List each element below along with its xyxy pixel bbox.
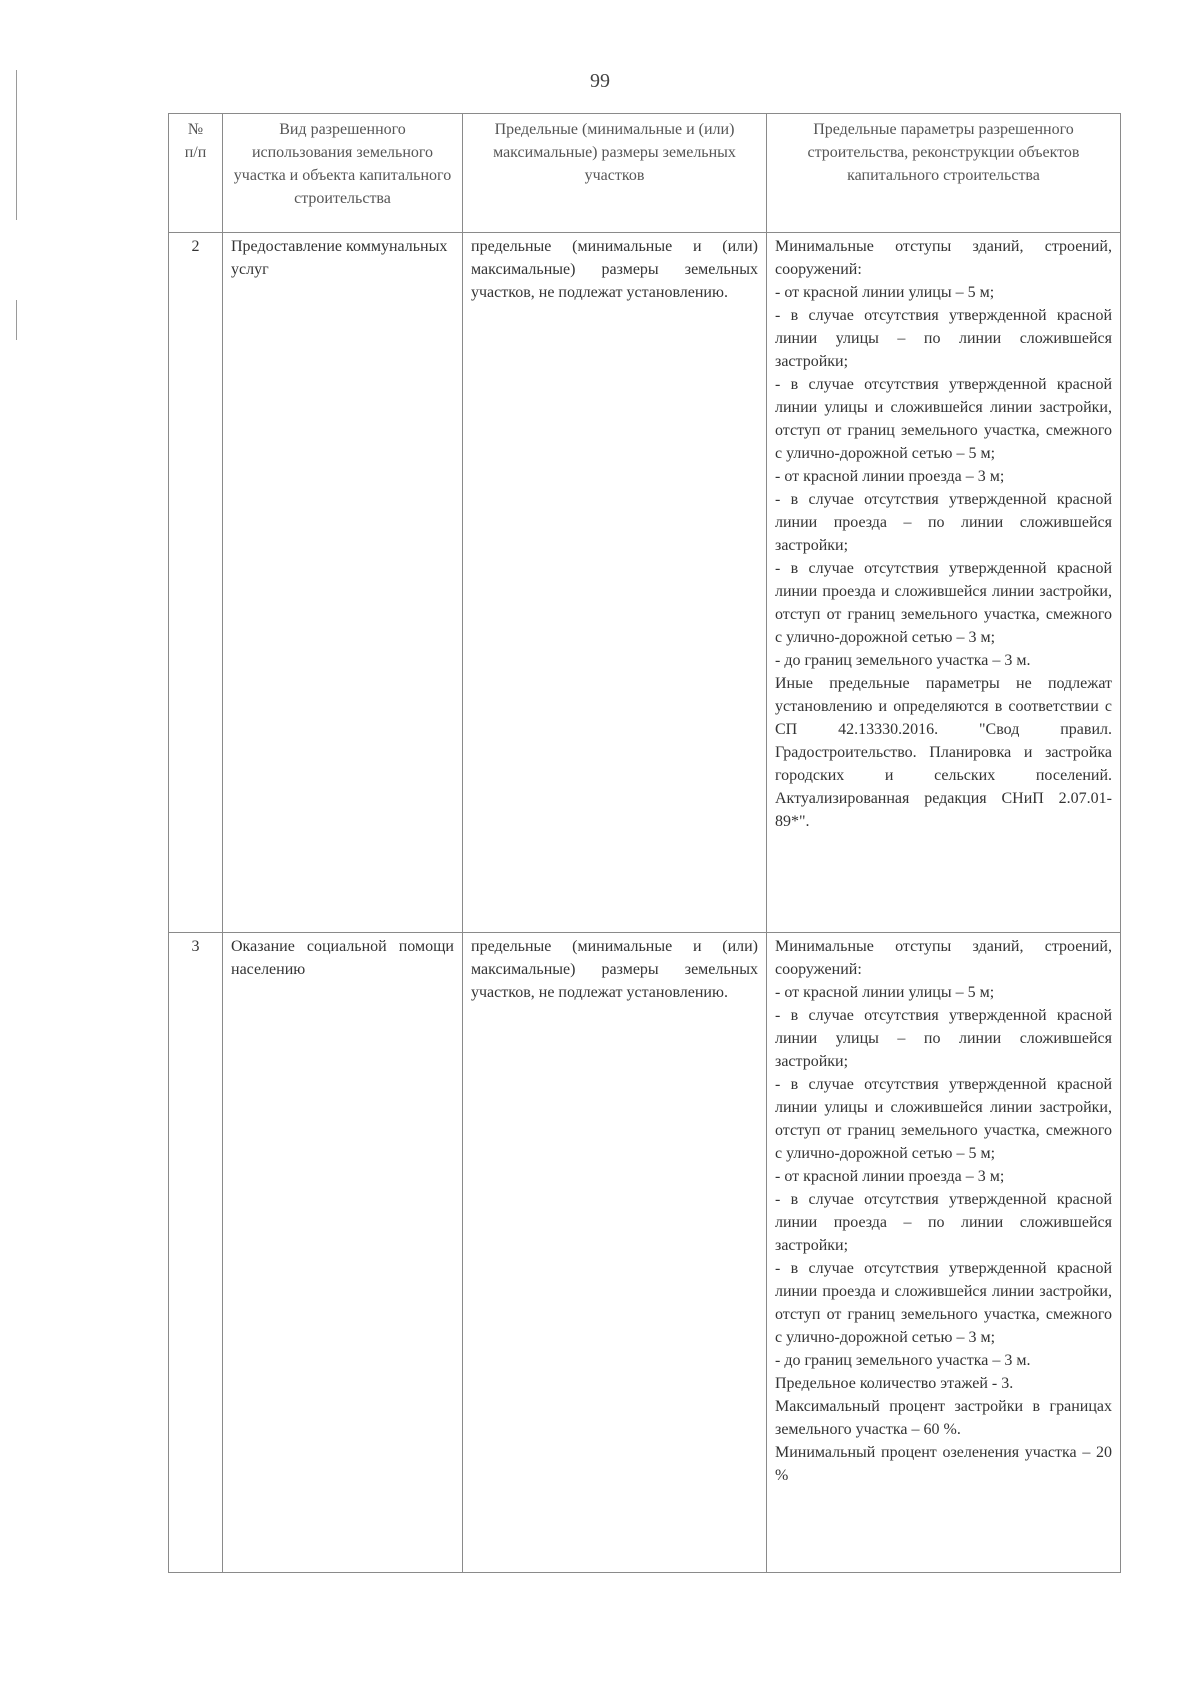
- page-number: 99: [590, 70, 610, 92]
- param-line: - от красной линии улицы – 5 м;: [775, 284, 995, 301]
- param-line: Минимальные отступы зданий, строений, сооружений:: [775, 238, 1112, 278]
- param-line: Минимальные отступы зданий, строений, сооружений:: [775, 938, 1112, 978]
- param-line: - в случае отсутствия утвержденной красной линии улицы и сложившейся линии застройки, отступ от границ земельного участка, смежного с улично-дорожной сетью – 5 м;: [775, 1076, 1112, 1162]
- land-use-table: [168, 113, 1121, 1573]
- table-row: [169, 233, 1121, 933]
- table-row: [169, 933, 1121, 1573]
- param-line: Минимальный процент озеленения участка – 20 %: [775, 1444, 1112, 1484]
- param-line: - в случае отсутствия утвержденной красной линии проезда и сложившейся линии застройки, отступ от границ земельного участка, смежного с улично-дорожной сетью – 3 м;: [775, 560, 1112, 646]
- param-line: - в случае отсутствия утвержденной красной линии проезда – по линии сложившейся застройки;: [775, 491, 1112, 554]
- header-sizes: Предельные (минимальные и (или) максимальные) размеры земельных участков: [463, 114, 767, 233]
- row-use-type: Оказание социальной помощи населению: [223, 933, 463, 1573]
- param-line: - в случае отсутствия утвержденной красной линии проезда и сложившейся линии застройки, отступ от границ земельного участка, смежного с улично-дорожной сетью – 3 м;: [775, 1260, 1112, 1346]
- row-sizes: предельные (минимальные и (или) максимальные) размеры земельных участков, не подлежат установлению.: [463, 233, 767, 933]
- row-number: 2: [169, 233, 223, 933]
- header-number: [169, 114, 223, 233]
- param-line: - в случае отсутствия утвержденной красной линии улицы – по линии сложившейся застройки;: [775, 1007, 1112, 1070]
- param-line: Предельное количество этажей - 3.: [775, 1375, 1014, 1392]
- row-sizes: предельные (минимальные и (или) максимальные) размеры земельных участков, не подлежат установлению.: [463, 933, 767, 1573]
- scan-edge-mark: [16, 300, 17, 340]
- table-header-row: [169, 114, 1121, 233]
- param-line: - от красной линии проезда – 3 м;: [775, 1168, 1005, 1185]
- param-line: Максимальный процент застройки в границах земельного участка – 60 %.: [775, 1398, 1112, 1438]
- row-use-type: Предоставление коммунальных услуг: [223, 233, 463, 933]
- param-line: - до границ земельного участка – 3 м.: [775, 1352, 1031, 1369]
- param-line: - от красной линии проезда – 3 м;: [775, 468, 1005, 485]
- row-params: [767, 933, 1121, 1573]
- param-line: - в случае отсутствия утвержденной красной линии улицы – по линии сложившейся застройки;: [775, 307, 1112, 370]
- header-params: Предельные параметры разрешенного строительства, реконструкции объектов капитального строительства: [767, 114, 1121, 233]
- param-line: - от красной линии улицы – 5 м;: [775, 984, 995, 1001]
- param-line: Иные предельные параметры не подлежат установлению и определяются в соответствии с СП 42.13330.2016. "Свод правил. Градостроительство. Планировка и застройка городских и сельских поселений. Актуализированная редакция СНиП 2.07.01-89*".: [775, 675, 1112, 830]
- param-line: - в случае отсутствия утвержденной красной линии улицы и сложившейся линии застройки, отступ от границ земельного участка, смежного с улично-дорожной сетью – 5 м;: [775, 376, 1112, 462]
- row-params: [767, 233, 1121, 933]
- param-line: - в случае отсутствия утвержденной красной линии проезда – по линии сложившейся застройки;: [775, 1191, 1112, 1254]
- header-number-sign: №: [187, 121, 204, 138]
- header-number-abbr: п/п: [184, 144, 207, 161]
- row-number: 3: [169, 933, 223, 1573]
- header-use-type: Вид разрешенного использования земельного участка и объекта капитального строительства: [223, 114, 463, 233]
- param-line: - до границ земельного участка – 3 м.: [775, 652, 1031, 669]
